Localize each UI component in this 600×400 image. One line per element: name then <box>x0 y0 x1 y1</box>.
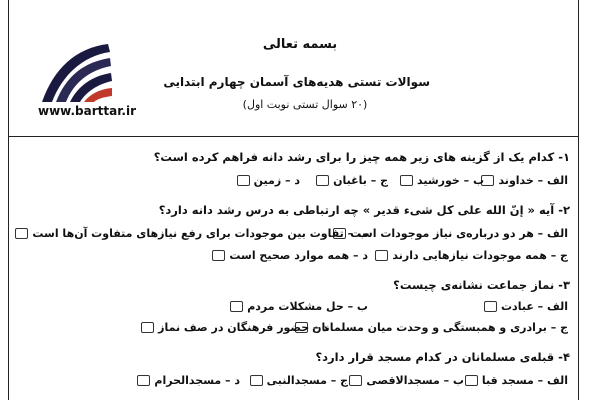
q4-option-c[interactable]: ج – مسجدالنبی <box>250 374 348 387</box>
question-4-text: ۴- قبله‌ی مسلمانان در کدام مسجد قرار دارد؟ <box>315 350 570 364</box>
q1-option-b-checkbox[interactable] <box>400 175 413 186</box>
q2-option-b[interactable]: ب – تفاوت بین موجودات برای رفع نیازهای متفاوت آن‌ها است <box>15 227 368 240</box>
q4-option-a-checkbox[interactable] <box>465 375 478 386</box>
page-subtitle: (۲۰ سوال تستی نوبت اول) <box>242 98 368 111</box>
q4-option-b[interactable]: ب – مسجدالاقصی <box>349 374 464 387</box>
q1-option-c-checkbox[interactable] <box>316 175 329 186</box>
site-url: www.barttar.ir <box>38 104 137 118</box>
q2-option-a[interactable]: الف – هر دو درباره‌ی نیاز موجودات است <box>333 227 568 240</box>
q3-option-b-checkbox[interactable] <box>230 301 243 312</box>
q2-option-d[interactable]: د – همه موارد صحیح است <box>212 249 368 262</box>
q3-option-a[interactable]: الف – عبادت <box>484 300 568 313</box>
q1-option-a[interactable]: الف – خداوند <box>481 174 568 187</box>
header-divider <box>8 136 578 137</box>
q2-option-c[interactable]: ج – همه موجودات نیازهایی دارند <box>375 249 568 262</box>
q2-option-c-checkbox[interactable] <box>375 250 388 261</box>
q3-option-b[interactable]: ب – حل مشکلات مردم <box>230 300 368 313</box>
question-1-text: ۱- کدام یک از گزینه های زیر همه چیز را برای رشد دانه فراهم کرده است؟ <box>153 150 570 164</box>
question-3-text: ۳- نماز جماعت نشانه‌ی چیست؟ <box>393 278 570 292</box>
question-2-text: ۲- آیه « إنّ الله علی کل شیء قدیر » چه ارتباطی به درس رشد دانه دارد؟ <box>158 203 570 217</box>
q4-option-c-checkbox[interactable] <box>250 375 263 386</box>
q4-option-d-checkbox[interactable] <box>137 375 150 386</box>
left-border-line <box>8 0 9 400</box>
q3-option-d[interactable]: د – حضور فرهنگان در صف نماز <box>141 321 328 334</box>
q4-option-d[interactable]: د – مسجدالحرام <box>137 374 240 387</box>
q2-option-d-checkbox[interactable] <box>212 250 225 261</box>
q4-option-a[interactable]: الف – مسجد قبا <box>465 374 568 387</box>
q3-option-d-checkbox[interactable] <box>141 322 154 333</box>
page-title: سوالات تستی هدیه‌های آسمان چهارم ابتدایی <box>163 75 430 89</box>
q1-option-d-checkbox[interactable] <box>237 175 250 186</box>
barttar-logo <box>36 38 116 104</box>
q2-option-b-checkbox[interactable] <box>15 228 28 239</box>
q1-option-b[interactable]: ب – خورشید <box>400 174 484 187</box>
q1-option-d[interactable]: د – زمین <box>237 174 300 187</box>
right-border-line <box>578 0 579 400</box>
bismillah-heading: بسمه تعالی <box>262 37 338 52</box>
q3-option-c[interactable]: ج – برادری و همبستگی و وحدت میان مسلمانان <box>295 321 568 334</box>
q3-option-a-checkbox[interactable] <box>484 301 497 312</box>
q4-option-b-checkbox[interactable] <box>349 375 362 386</box>
q1-option-c[interactable]: ج – باغبان <box>316 174 388 187</box>
